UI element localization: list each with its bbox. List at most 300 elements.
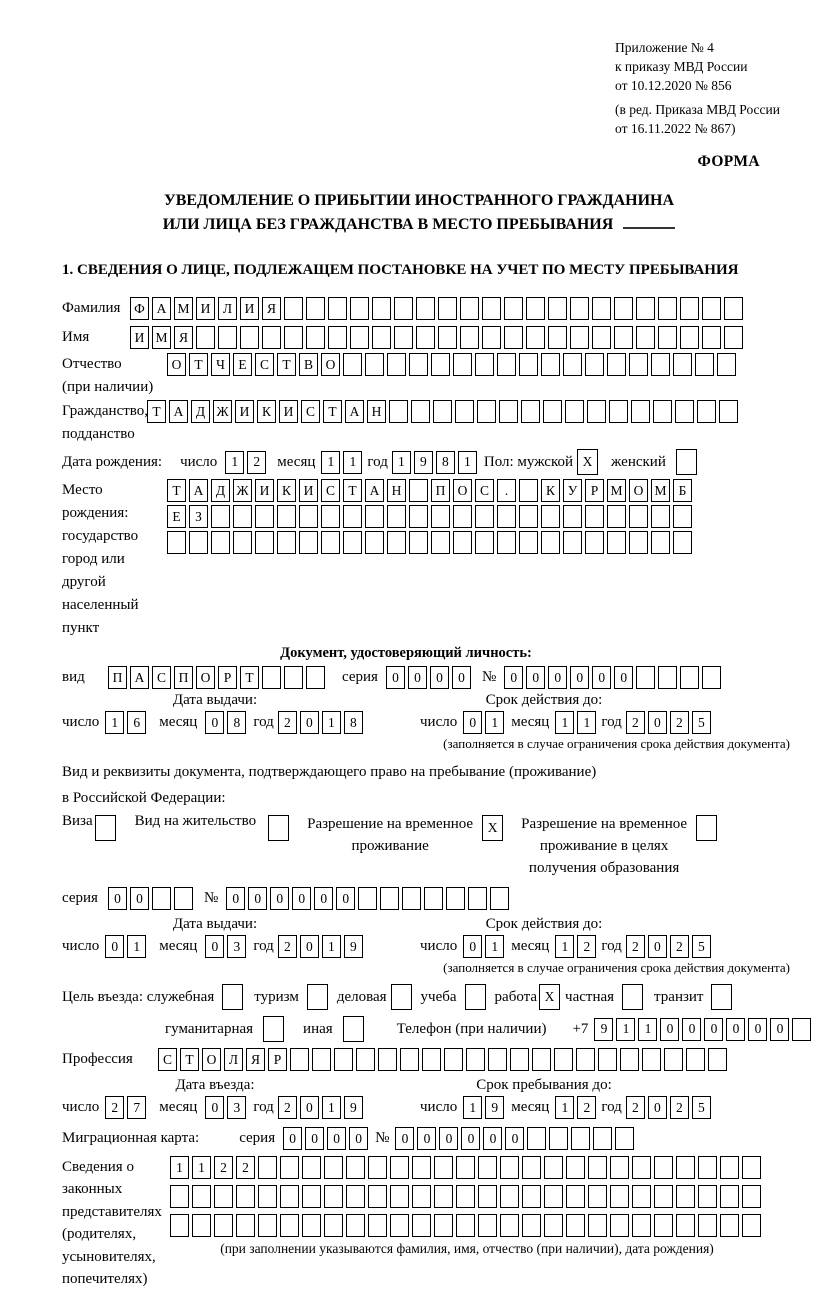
char-box[interactable] bbox=[431, 531, 450, 554]
char-box[interactable]: Е bbox=[167, 505, 186, 528]
char-box[interactable] bbox=[592, 326, 611, 349]
char-box[interactable] bbox=[262, 326, 281, 349]
char-box[interactable]: 1 bbox=[105, 711, 124, 734]
checkbox-female[interactable] bbox=[676, 449, 700, 475]
char-box[interactable] bbox=[372, 297, 391, 320]
char-box[interactable] bbox=[460, 297, 479, 320]
char-box[interactable]: 2 bbox=[626, 1096, 645, 1119]
char-box[interactable]: 1 bbox=[225, 451, 244, 474]
char-box[interactable] bbox=[566, 1156, 585, 1179]
char-box[interactable]: 1 bbox=[577, 711, 596, 734]
char-box[interactable]: 0 bbox=[305, 1127, 324, 1150]
char-box[interactable] bbox=[510, 1048, 529, 1071]
char-box[interactable] bbox=[299, 505, 318, 528]
char-box[interactable] bbox=[284, 297, 303, 320]
char-box[interactable] bbox=[218, 326, 237, 349]
char-box[interactable]: 1 bbox=[322, 711, 341, 734]
char-box[interactable]: О bbox=[202, 1048, 221, 1071]
migration-number-input[interactable] bbox=[395, 1127, 637, 1150]
char-box[interactable] bbox=[563, 505, 582, 528]
char-box[interactable]: 0 bbox=[592, 666, 611, 689]
char-box[interactable]: 1 bbox=[638, 1018, 657, 1041]
char-box[interactable] bbox=[312, 1048, 331, 1071]
passport-issue-year-input[interactable] bbox=[278, 711, 366, 734]
char-box[interactable]: 0 bbox=[648, 935, 667, 958]
entry-month-input[interactable] bbox=[205, 1096, 249, 1119]
char-box[interactable] bbox=[280, 1214, 299, 1237]
char-box[interactable]: П bbox=[174, 666, 193, 689]
char-box[interactable]: Я bbox=[174, 326, 193, 349]
char-box[interactable] bbox=[306, 666, 325, 689]
char-box[interactable]: 2 bbox=[278, 1096, 297, 1119]
char-box[interactable] bbox=[416, 297, 435, 320]
char-box[interactable] bbox=[651, 531, 670, 554]
char-box[interactable] bbox=[365, 531, 384, 554]
char-box[interactable]: 0 bbox=[386, 666, 405, 689]
char-box[interactable]: М bbox=[651, 479, 670, 502]
checkbox-male[interactable] bbox=[577, 449, 601, 475]
char-box[interactable] bbox=[636, 297, 655, 320]
char-box[interactable] bbox=[607, 505, 626, 528]
char-box[interactable]: А bbox=[345, 400, 364, 423]
char-box[interactable] bbox=[585, 531, 604, 554]
char-box[interactable]: Т bbox=[240, 666, 259, 689]
permit-issue-month-input[interactable] bbox=[205, 935, 249, 958]
char-box[interactable] bbox=[390, 1185, 409, 1208]
char-box[interactable] bbox=[391, 984, 412, 1010]
char-box[interactable] bbox=[152, 887, 171, 910]
char-box[interactable] bbox=[719, 400, 738, 423]
char-box[interactable] bbox=[544, 1214, 563, 1237]
char-box[interactable] bbox=[792, 1018, 811, 1041]
char-box[interactable]: 2 bbox=[670, 1096, 689, 1119]
char-box[interactable]: О bbox=[453, 479, 472, 502]
char-box[interactable] bbox=[438, 326, 457, 349]
char-box[interactable]: Т bbox=[189, 353, 208, 376]
char-box[interactable] bbox=[302, 1185, 321, 1208]
checkbox-temp-residence-edu[interactable] bbox=[696, 815, 720, 841]
char-box[interactable] bbox=[346, 1214, 365, 1237]
char-box[interactable]: С bbox=[321, 479, 340, 502]
char-box[interactable] bbox=[570, 326, 589, 349]
char-box[interactable] bbox=[321, 505, 340, 528]
char-box[interactable] bbox=[174, 887, 193, 910]
char-box[interactable] bbox=[610, 1156, 629, 1179]
char-box[interactable] bbox=[519, 505, 538, 528]
char-box[interactable]: 0 bbox=[205, 1096, 224, 1119]
char-box[interactable]: Т bbox=[180, 1048, 199, 1071]
char-box[interactable] bbox=[192, 1214, 211, 1237]
char-box[interactable] bbox=[368, 1214, 387, 1237]
char-box[interactable] bbox=[372, 326, 391, 349]
passport-number-input[interactable] bbox=[504, 666, 724, 689]
char-box[interactable]: 0 bbox=[408, 666, 427, 689]
char-box[interactable] bbox=[629, 531, 648, 554]
char-box[interactable]: 0 bbox=[461, 1127, 480, 1150]
char-box[interactable] bbox=[409, 353, 428, 376]
char-box[interactable]: Ж bbox=[233, 479, 252, 502]
char-box[interactable]: 6 bbox=[127, 711, 146, 734]
char-box[interactable]: 0 bbox=[483, 1127, 502, 1150]
char-box[interactable] bbox=[431, 353, 450, 376]
char-box[interactable] bbox=[695, 353, 714, 376]
char-box[interactable] bbox=[676, 449, 697, 475]
char-box[interactable] bbox=[497, 353, 516, 376]
char-box[interactable]: О bbox=[629, 479, 648, 502]
char-box[interactable] bbox=[544, 1156, 563, 1179]
char-box[interactable] bbox=[390, 1156, 409, 1179]
permit-issue-day-input[interactable] bbox=[105, 935, 149, 958]
char-box[interactable] bbox=[614, 297, 633, 320]
char-box[interactable] bbox=[477, 400, 496, 423]
char-box[interactable] bbox=[698, 1214, 717, 1237]
char-box[interactable] bbox=[563, 353, 582, 376]
checkbox-private[interactable] bbox=[622, 984, 646, 1010]
char-box[interactable] bbox=[497, 505, 516, 528]
char-box[interactable] bbox=[390, 1214, 409, 1237]
char-box[interactable] bbox=[455, 400, 474, 423]
char-box[interactable]: 2 bbox=[247, 451, 266, 474]
char-box[interactable] bbox=[519, 353, 538, 376]
char-box[interactable]: 1 bbox=[485, 935, 504, 958]
char-box[interactable] bbox=[358, 887, 377, 910]
char-box[interactable]: Т bbox=[147, 400, 166, 423]
char-box[interactable] bbox=[262, 666, 281, 689]
permit-number-input[interactable] bbox=[226, 887, 512, 910]
char-box[interactable]: 0 bbox=[300, 711, 319, 734]
char-box[interactable]: О bbox=[167, 353, 186, 376]
char-box[interactable]: Ф bbox=[130, 297, 149, 320]
char-box[interactable] bbox=[466, 1048, 485, 1071]
checkbox-work[interactable] bbox=[539, 984, 563, 1010]
char-box[interactable] bbox=[632, 1156, 651, 1179]
char-box[interactable]: И bbox=[235, 400, 254, 423]
char-box[interactable]: Я bbox=[246, 1048, 265, 1071]
char-box[interactable] bbox=[328, 297, 347, 320]
char-box[interactable]: 0 bbox=[327, 1127, 346, 1150]
char-box[interactable] bbox=[321, 531, 340, 554]
char-box[interactable]: 0 bbox=[614, 666, 633, 689]
char-box[interactable] bbox=[576, 1048, 595, 1071]
char-box[interactable]: 0 bbox=[726, 1018, 745, 1041]
char-box[interactable] bbox=[453, 505, 472, 528]
char-box[interactable] bbox=[433, 400, 452, 423]
char-box[interactable] bbox=[675, 400, 694, 423]
char-box[interactable] bbox=[368, 1185, 387, 1208]
char-box[interactable] bbox=[543, 400, 562, 423]
char-box[interactable] bbox=[280, 1185, 299, 1208]
char-box[interactable]: М bbox=[607, 479, 626, 502]
char-box[interactable] bbox=[211, 505, 230, 528]
char-box[interactable] bbox=[233, 505, 252, 528]
char-box[interactable] bbox=[565, 400, 584, 423]
char-box[interactable] bbox=[412, 1156, 431, 1179]
char-box[interactable] bbox=[343, 531, 362, 554]
char-box[interactable] bbox=[434, 1156, 453, 1179]
char-box[interactable] bbox=[95, 815, 116, 841]
char-box[interactable] bbox=[478, 1185, 497, 1208]
char-box[interactable]: X bbox=[482, 815, 503, 841]
char-box[interactable]: 1 bbox=[322, 1096, 341, 1119]
char-box[interactable] bbox=[240, 326, 259, 349]
char-box[interactable] bbox=[350, 326, 369, 349]
char-box[interactable] bbox=[356, 1048, 375, 1071]
char-box[interactable] bbox=[482, 326, 501, 349]
char-box[interactable] bbox=[585, 353, 604, 376]
char-box[interactable] bbox=[673, 353, 692, 376]
passport-issue-day-input[interactable] bbox=[105, 711, 149, 734]
char-box[interactable]: 2 bbox=[626, 935, 645, 958]
char-box[interactable] bbox=[519, 531, 538, 554]
char-box[interactable]: С bbox=[475, 479, 494, 502]
char-box[interactable] bbox=[324, 1156, 343, 1179]
char-box[interactable] bbox=[548, 297, 567, 320]
char-box[interactable] bbox=[521, 400, 540, 423]
char-box[interactable] bbox=[334, 1048, 353, 1071]
char-box[interactable]: 0 bbox=[417, 1127, 436, 1150]
char-box[interactable]: 0 bbox=[704, 1018, 723, 1041]
char-box[interactable]: 0 bbox=[439, 1127, 458, 1150]
char-box[interactable] bbox=[389, 400, 408, 423]
char-box[interactable]: А bbox=[152, 297, 171, 320]
char-box[interactable] bbox=[620, 1048, 639, 1071]
char-box[interactable]: А bbox=[365, 479, 384, 502]
char-box[interactable] bbox=[566, 1185, 585, 1208]
char-box[interactable] bbox=[438, 297, 457, 320]
char-box[interactable]: С bbox=[255, 353, 274, 376]
passport-valid-year-input[interactable] bbox=[626, 711, 714, 734]
char-box[interactable] bbox=[519, 479, 538, 502]
char-box[interactable]: 0 bbox=[300, 935, 319, 958]
char-box[interactable] bbox=[460, 326, 479, 349]
char-box[interactable] bbox=[192, 1185, 211, 1208]
char-box[interactable] bbox=[387, 505, 406, 528]
char-box[interactable] bbox=[214, 1214, 233, 1237]
char-box[interactable]: 9 bbox=[344, 1096, 363, 1119]
char-box[interactable] bbox=[387, 531, 406, 554]
char-box[interactable]: 8 bbox=[227, 711, 246, 734]
char-box[interactable]: 0 bbox=[292, 887, 311, 910]
char-box[interactable]: 2 bbox=[626, 711, 645, 734]
char-box[interactable] bbox=[697, 400, 716, 423]
char-box[interactable] bbox=[306, 297, 325, 320]
char-box[interactable]: 0 bbox=[463, 935, 482, 958]
char-box[interactable] bbox=[632, 1185, 651, 1208]
char-box[interactable] bbox=[651, 505, 670, 528]
char-box[interactable]: 0 bbox=[300, 1096, 319, 1119]
patronymic-input[interactable] bbox=[167, 353, 739, 376]
birth-year-input[interactable] bbox=[392, 451, 480, 474]
char-box[interactable]: Л bbox=[224, 1048, 243, 1071]
char-box[interactable] bbox=[720, 1156, 739, 1179]
char-box[interactable]: 5 bbox=[692, 935, 711, 958]
permit-valid-day-input[interactable] bbox=[463, 935, 507, 958]
citizenship-input[interactable] bbox=[147, 400, 741, 423]
char-box[interactable] bbox=[658, 666, 677, 689]
char-box[interactable] bbox=[299, 531, 318, 554]
char-box[interactable] bbox=[478, 1156, 497, 1179]
char-box[interactable] bbox=[302, 1156, 321, 1179]
char-box[interactable]: 0 bbox=[648, 711, 667, 734]
char-box[interactable] bbox=[680, 297, 699, 320]
char-box[interactable]: Т bbox=[343, 479, 362, 502]
char-box[interactable] bbox=[717, 353, 736, 376]
char-box[interactable]: 0 bbox=[660, 1018, 679, 1041]
char-box[interactable]: Д bbox=[211, 479, 230, 502]
doc-type-input[interactable] bbox=[108, 666, 328, 689]
char-box[interactable] bbox=[236, 1185, 255, 1208]
representatives-row1-input[interactable] bbox=[170, 1156, 764, 1179]
char-box[interactable]: О bbox=[196, 666, 215, 689]
char-box[interactable] bbox=[222, 984, 243, 1010]
char-box[interactable]: 3 bbox=[227, 935, 246, 958]
permit-valid-year-input[interactable] bbox=[626, 935, 714, 958]
char-box[interactable] bbox=[424, 887, 443, 910]
char-box[interactable]: О bbox=[321, 353, 340, 376]
char-box[interactable] bbox=[170, 1185, 189, 1208]
char-box[interactable]: 0 bbox=[682, 1018, 701, 1041]
char-box[interactable] bbox=[277, 505, 296, 528]
birth-month-input[interactable] bbox=[321, 451, 365, 474]
char-box[interactable] bbox=[615, 1127, 634, 1150]
char-box[interactable]: 0 bbox=[430, 666, 449, 689]
char-box[interactable] bbox=[587, 400, 606, 423]
char-box[interactable] bbox=[676, 1156, 695, 1179]
char-box[interactable] bbox=[302, 1214, 321, 1237]
birth-place-row2-input[interactable] bbox=[167, 505, 695, 528]
char-box[interactable]: 1 bbox=[616, 1018, 635, 1041]
char-box[interactable]: 2 bbox=[214, 1156, 233, 1179]
char-box[interactable] bbox=[570, 297, 589, 320]
char-box[interactable] bbox=[702, 297, 721, 320]
char-box[interactable] bbox=[444, 1048, 463, 1071]
char-box[interactable] bbox=[365, 505, 384, 528]
char-box[interactable]: Ч bbox=[211, 353, 230, 376]
char-box[interactable] bbox=[343, 1016, 364, 1042]
representatives-row2-input[interactable] bbox=[170, 1185, 764, 1208]
char-box[interactable] bbox=[676, 1185, 695, 1208]
char-box[interactable] bbox=[434, 1185, 453, 1208]
checkbox-visa[interactable] bbox=[95, 815, 119, 841]
char-box[interactable]: 0 bbox=[463, 711, 482, 734]
char-box[interactable] bbox=[548, 326, 567, 349]
char-box[interactable] bbox=[412, 1185, 431, 1208]
char-box[interactable]: 0 bbox=[648, 1096, 667, 1119]
char-box[interactable] bbox=[170, 1214, 189, 1237]
char-box[interactable]: И bbox=[240, 297, 259, 320]
char-box[interactable] bbox=[475, 531, 494, 554]
char-box[interactable]: 1 bbox=[170, 1156, 189, 1179]
char-box[interactable]: М bbox=[152, 326, 171, 349]
char-box[interactable] bbox=[636, 326, 655, 349]
char-box[interactable] bbox=[698, 1156, 717, 1179]
char-box[interactable] bbox=[456, 1214, 475, 1237]
char-box[interactable] bbox=[402, 887, 421, 910]
char-box[interactable] bbox=[456, 1156, 475, 1179]
char-box[interactable]: 0 bbox=[748, 1018, 767, 1041]
char-box[interactable] bbox=[720, 1214, 739, 1237]
char-box[interactable] bbox=[541, 531, 560, 554]
representatives-row3-input[interactable] bbox=[170, 1214, 764, 1237]
char-box[interactable]: Т bbox=[277, 353, 296, 376]
char-box[interactable] bbox=[742, 1185, 761, 1208]
passport-issue-month-input[interactable] bbox=[205, 711, 249, 734]
char-box[interactable] bbox=[307, 984, 328, 1010]
char-box[interactable]: 0 bbox=[505, 1127, 524, 1150]
char-box[interactable]: 0 bbox=[226, 887, 245, 910]
char-box[interactable]: 2 bbox=[577, 1096, 596, 1119]
stay-year-input[interactable] bbox=[626, 1096, 714, 1119]
char-box[interactable] bbox=[686, 1048, 705, 1071]
char-box[interactable] bbox=[554, 1048, 573, 1071]
char-box[interactable] bbox=[593, 1127, 612, 1150]
char-box[interactable] bbox=[629, 353, 648, 376]
char-box[interactable]: 1 bbox=[322, 935, 341, 958]
char-box[interactable] bbox=[527, 1127, 546, 1150]
char-box[interactable] bbox=[497, 531, 516, 554]
char-box[interactable] bbox=[588, 1185, 607, 1208]
char-box[interactable] bbox=[255, 505, 274, 528]
char-box[interactable] bbox=[698, 1185, 717, 1208]
char-box[interactable]: 1 bbox=[555, 935, 574, 958]
char-box[interactable] bbox=[411, 400, 430, 423]
char-box[interactable]: 1 bbox=[192, 1156, 211, 1179]
char-box[interactable] bbox=[453, 531, 472, 554]
phone-input[interactable] bbox=[594, 1018, 814, 1041]
char-box[interactable] bbox=[500, 1214, 519, 1237]
birth-place-row3-input[interactable] bbox=[167, 531, 695, 554]
char-box[interactable] bbox=[654, 1214, 673, 1237]
char-box[interactable] bbox=[394, 297, 413, 320]
char-box[interactable]: Н bbox=[387, 479, 406, 502]
char-box[interactable] bbox=[654, 1156, 673, 1179]
char-box[interactable] bbox=[387, 353, 406, 376]
char-box[interactable]: З bbox=[189, 505, 208, 528]
char-box[interactable] bbox=[258, 1214, 277, 1237]
char-box[interactable]: С bbox=[301, 400, 320, 423]
char-box[interactable]: Б bbox=[673, 479, 692, 502]
char-box[interactable] bbox=[708, 1048, 727, 1071]
char-box[interactable]: 7 bbox=[127, 1096, 146, 1119]
char-box[interactable]: 0 bbox=[526, 666, 545, 689]
char-box[interactable] bbox=[446, 887, 465, 910]
char-box[interactable] bbox=[167, 531, 186, 554]
char-box[interactable] bbox=[636, 666, 655, 689]
char-box[interactable] bbox=[409, 505, 428, 528]
entry-year-input[interactable] bbox=[278, 1096, 366, 1119]
char-box[interactable] bbox=[380, 887, 399, 910]
checkbox-study[interactable] bbox=[465, 984, 489, 1010]
char-box[interactable]: 1 bbox=[555, 711, 574, 734]
char-box[interactable]: И bbox=[279, 400, 298, 423]
char-box[interactable] bbox=[488, 1048, 507, 1071]
stay-day-input[interactable] bbox=[463, 1096, 507, 1119]
char-box[interactable] bbox=[544, 1185, 563, 1208]
char-box[interactable]: 9 bbox=[485, 1096, 504, 1119]
migration-series-input[interactable] bbox=[283, 1127, 371, 1150]
char-box[interactable] bbox=[673, 505, 692, 528]
char-box[interactable] bbox=[284, 326, 303, 349]
char-box[interactable]: П bbox=[108, 666, 127, 689]
char-box[interactable]: 8 bbox=[436, 451, 455, 474]
char-box[interactable] bbox=[258, 1185, 277, 1208]
given-name-input[interactable] bbox=[130, 326, 746, 349]
char-box[interactable]: 2 bbox=[670, 935, 689, 958]
char-box[interactable] bbox=[680, 326, 699, 349]
char-box[interactable]: 0 bbox=[205, 711, 224, 734]
char-box[interactable]: 0 bbox=[314, 887, 333, 910]
char-box[interactable]: С bbox=[152, 666, 171, 689]
